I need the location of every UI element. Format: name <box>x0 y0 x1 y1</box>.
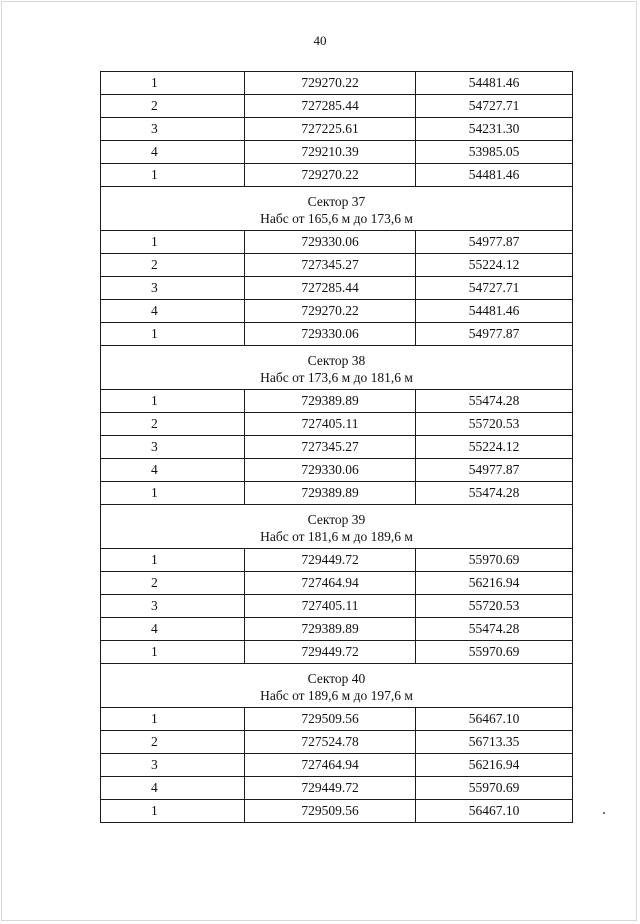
x-coordinate-cell: 729330.06 <box>245 459 416 482</box>
table-row <box>101 254 573 277</box>
point-number-cell: 1 <box>101 549 245 572</box>
point-number-cell: 2 <box>101 254 245 277</box>
point-number-cell: 1 <box>101 800 245 823</box>
y-coordinate-cell: 54481.46 <box>416 300 573 323</box>
table-row <box>101 800 573 823</box>
table-row <box>101 618 573 641</box>
y-coordinate-cell: 55970.69 <box>416 777 573 800</box>
x-coordinate-cell: 727464.94 <box>245 754 416 777</box>
point-number-cell: 1 <box>101 323 245 346</box>
table-row <box>101 413 573 436</box>
scan-speck <box>603 812 605 814</box>
y-coordinate-cell: 55970.69 <box>416 549 573 572</box>
table-row <box>101 164 573 187</box>
x-coordinate-cell: 727405.11 <box>245 595 416 618</box>
sector-title: Сектор 40 <box>307 670 366 686</box>
sector-header-cell <box>101 505 573 549</box>
point-number-cell: 2 <box>101 413 245 436</box>
x-coordinate-cell: 729389.89 <box>245 618 416 641</box>
table-row <box>101 641 573 664</box>
x-coordinate-cell: 727285.44 <box>245 277 416 300</box>
sector-header-row <box>101 664 573 708</box>
sector-title: Сектор 37 <box>307 193 366 209</box>
sector-height-range: Набс от 173,6 м до 181,6 м <box>260 369 413 385</box>
y-coordinate-cell: 55474.28 <box>416 482 573 505</box>
table-row <box>101 459 573 482</box>
y-coordinate-cell: 54481.46 <box>416 164 573 187</box>
point-number-cell: 1 <box>101 72 245 95</box>
table-row <box>101 572 573 595</box>
coordinates-table-body <box>101 72 573 823</box>
y-coordinate-cell: 54231.30 <box>416 118 573 141</box>
y-coordinate-cell: 55224.12 <box>416 254 573 277</box>
table-row <box>101 118 573 141</box>
sector-title: Сектор 39 <box>307 511 366 527</box>
y-coordinate-cell: 55720.53 <box>416 413 573 436</box>
table-row <box>101 95 573 118</box>
table-row <box>101 754 573 777</box>
point-number-cell: 2 <box>101 572 245 595</box>
point-number-cell: 3 <box>101 118 245 141</box>
y-coordinate-cell: 56467.10 <box>416 800 573 823</box>
x-coordinate-cell: 727225.61 <box>245 118 416 141</box>
y-coordinate-cell: 54977.87 <box>416 323 573 346</box>
point-number-cell: 3 <box>101 754 245 777</box>
x-coordinate-cell: 727345.27 <box>245 254 416 277</box>
point-number-cell: 1 <box>101 641 245 664</box>
x-coordinate-cell: 729509.56 <box>245 708 416 731</box>
y-coordinate-cell: 55224.12 <box>416 436 573 459</box>
table-row <box>101 277 573 300</box>
table-row <box>101 708 573 731</box>
y-coordinate-cell: 56713.35 <box>416 731 573 754</box>
coordinates-table <box>100 71 573 823</box>
sector-header-row <box>101 187 573 231</box>
point-number-cell: 3 <box>101 595 245 618</box>
table-row <box>101 72 573 95</box>
x-coordinate-cell: 729449.72 <box>245 549 416 572</box>
y-coordinate-cell: 55970.69 <box>416 641 573 664</box>
y-coordinate-cell: 55474.28 <box>416 618 573 641</box>
sector-header-cell <box>101 346 573 390</box>
x-coordinate-cell: 729330.06 <box>245 323 416 346</box>
y-coordinate-cell: 54977.87 <box>416 231 573 254</box>
table-row <box>101 390 573 413</box>
table-row <box>101 141 573 164</box>
sector-header-cell <box>101 664 573 708</box>
point-number-cell: 4 <box>101 300 245 323</box>
point-number-cell: 2 <box>101 731 245 754</box>
point-number-cell: 1 <box>101 164 245 187</box>
table-row <box>101 549 573 572</box>
y-coordinate-cell: 56216.94 <box>416 754 573 777</box>
y-coordinate-cell: 53985.05 <box>416 141 573 164</box>
x-coordinate-cell: 729270.22 <box>245 72 416 95</box>
table-row <box>101 231 573 254</box>
table-row <box>101 595 573 618</box>
point-number-cell: 3 <box>101 436 245 459</box>
x-coordinate-cell: 727464.94 <box>245 572 416 595</box>
x-coordinate-cell: 729330.06 <box>245 231 416 254</box>
table-row <box>101 300 573 323</box>
point-number-cell: 1 <box>101 390 245 413</box>
x-coordinate-cell: 727345.27 <box>245 436 416 459</box>
table-row <box>101 777 573 800</box>
table-row <box>101 323 573 346</box>
y-coordinate-cell: 55720.53 <box>416 595 573 618</box>
sector-height-range: Набс от 189,6 м до 197,6 м <box>260 687 413 703</box>
point-number-cell: 4 <box>101 618 245 641</box>
sector-height-range: Набс от 165,6 м до 173,6 м <box>260 210 413 226</box>
sector-header-row <box>101 346 573 390</box>
x-coordinate-cell: 729210.39 <box>245 141 416 164</box>
point-number-cell: 1 <box>101 231 245 254</box>
sector-title: Сектор 38 <box>307 352 366 368</box>
y-coordinate-cell: 54481.46 <box>416 72 573 95</box>
x-coordinate-cell: 729449.72 <box>245 641 416 664</box>
point-number-cell: 4 <box>101 777 245 800</box>
x-coordinate-cell: 729509.56 <box>245 800 416 823</box>
x-coordinate-cell: 727285.44 <box>245 95 416 118</box>
point-number-cell: 4 <box>101 459 245 482</box>
table-row <box>101 731 573 754</box>
sector-height-range: Набс от 181,6 м до 189,6 м <box>260 528 413 544</box>
y-coordinate-cell: 55474.28 <box>416 390 573 413</box>
y-coordinate-cell: 56467.10 <box>416 708 573 731</box>
point-number-cell: 1 <box>101 708 245 731</box>
x-coordinate-cell: 729270.22 <box>245 164 416 187</box>
table-row <box>101 436 573 459</box>
x-coordinate-cell: 729389.89 <box>245 390 416 413</box>
y-coordinate-cell: 54727.71 <box>416 277 573 300</box>
x-coordinate-cell: 729389.89 <box>245 482 416 505</box>
x-coordinate-cell: 729270.22 <box>245 300 416 323</box>
point-number-cell: 1 <box>101 482 245 505</box>
x-coordinate-cell: 729449.72 <box>245 777 416 800</box>
point-number-cell: 2 <box>101 95 245 118</box>
y-coordinate-cell: 54977.87 <box>416 459 573 482</box>
table-row <box>101 482 573 505</box>
x-coordinate-cell: 727405.11 <box>245 413 416 436</box>
point-number-cell: 4 <box>101 141 245 164</box>
page-number: 40 <box>313 33 327 48</box>
point-number-cell: 3 <box>101 277 245 300</box>
sector-header-cell <box>101 187 573 231</box>
sector-header-row <box>101 505 573 549</box>
y-coordinate-cell: 54727.71 <box>416 95 573 118</box>
y-coordinate-cell: 56216.94 <box>416 572 573 595</box>
x-coordinate-cell: 727524.78 <box>245 731 416 754</box>
